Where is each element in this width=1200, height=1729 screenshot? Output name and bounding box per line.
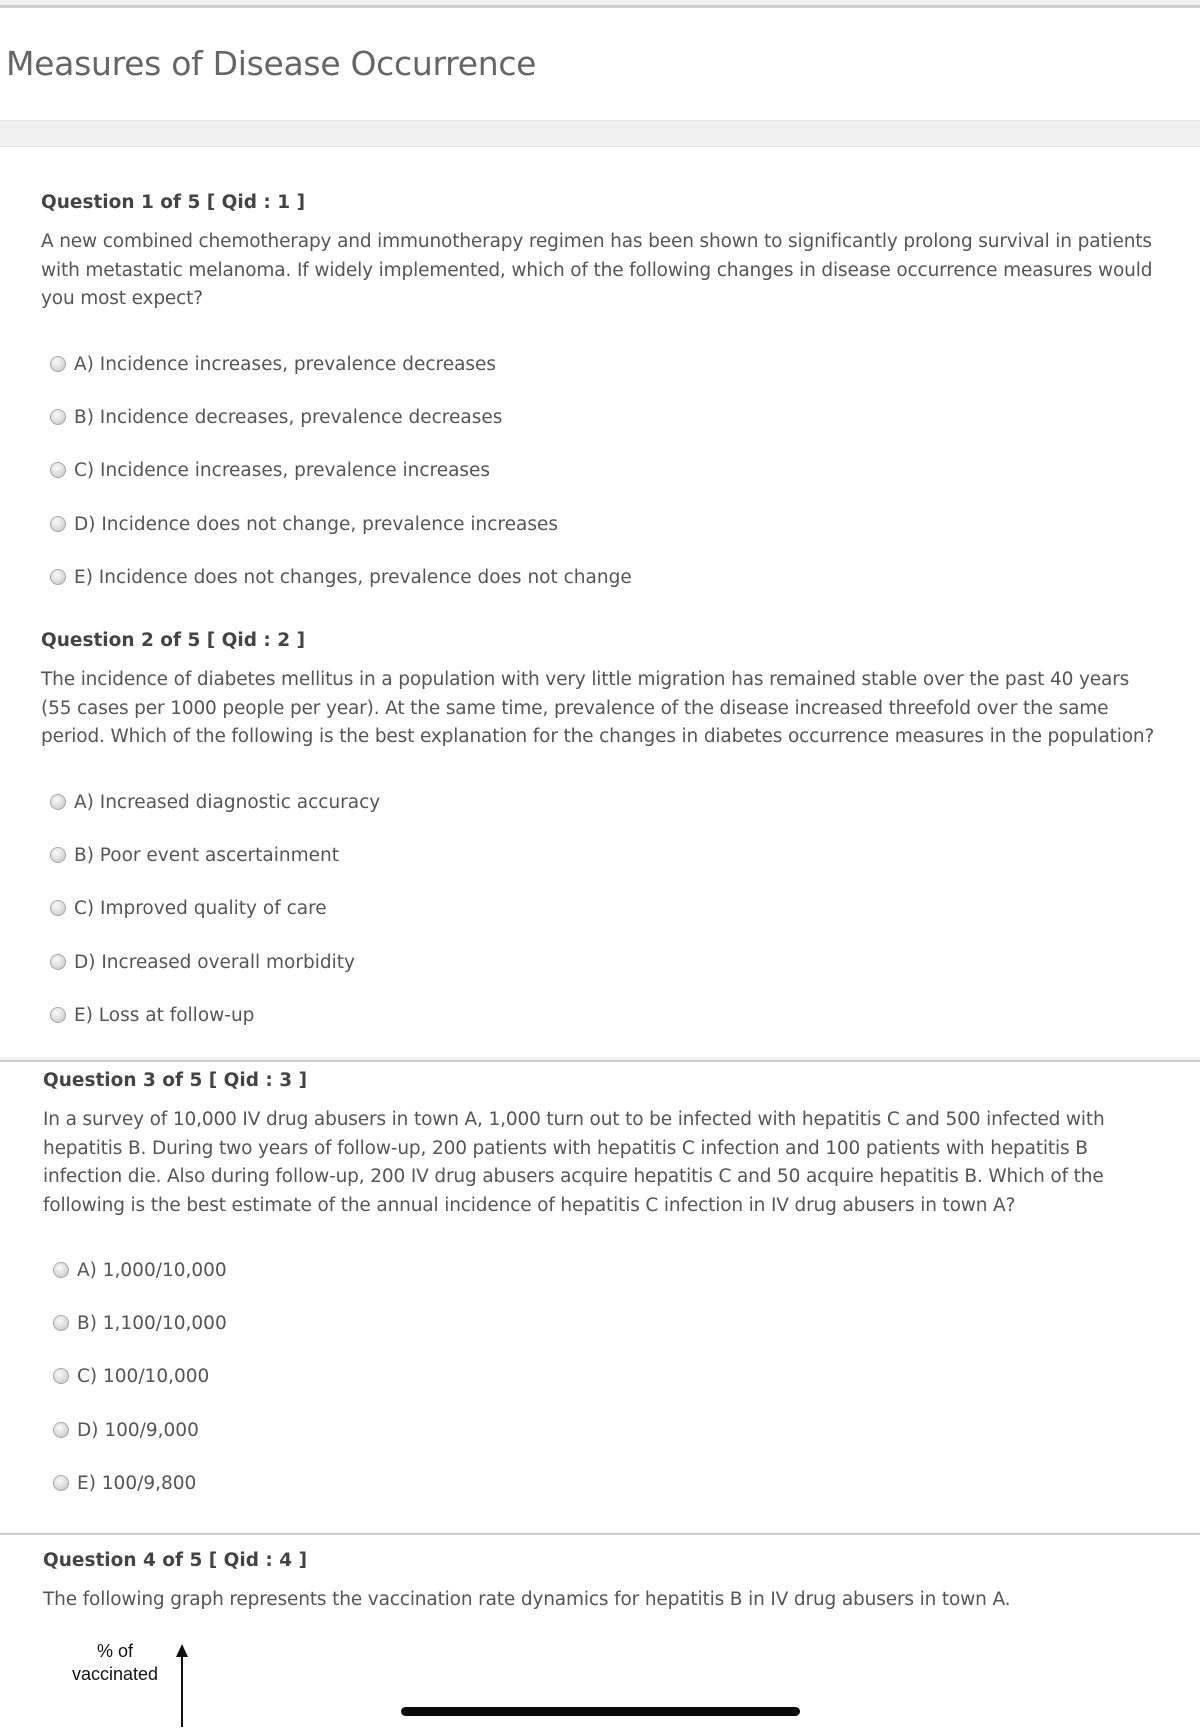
answer-option[interactable]: C) Improved quality of care (50, 896, 327, 920)
y-axis-arrow-icon (60, 1640, 260, 1727)
answer-option[interactable]: D) 100/9,000 (53, 1418, 199, 1442)
radio-button-icon[interactable] (50, 900, 66, 916)
question-1 (41, 192, 1161, 314)
answer-option[interactable]: A) Incidence increases, prevalence decreases (50, 352, 496, 376)
answer-option[interactable]: B) Incidence decreases, prevalence decreases (50, 405, 502, 429)
answer-option[interactable]: E) 100/9,800 (53, 1471, 196, 1495)
question-text: In a survey of 10,000 IV drug abusers in town A, 1,000 turn out to be infected with hepatitis C and 500 infected with hepatitis B. During two years of follow-up, 200 patients with hepatitis C infection and 100 patients with hepatitis B infection die. Also during follow-up, 200 IV drug abusers acquire hepatitis C and 50 acquire hepatitis B. Which of the following is the best estimate of the annual incidence of hepatitis C infection in IV drug abusers in town A? (43, 1109, 1105, 1216)
radio-button-icon[interactable] (53, 1368, 69, 1384)
answer-option[interactable]: B) 1,100/10,000 (53, 1311, 227, 1335)
y-axis-label: % of vaccinated (71, 1641, 159, 1684)
question-header: Question 1 of 5 [ Qid : 1 ] (41, 192, 306, 213)
answer-option[interactable]: C) Incidence increases, prevalence increases (50, 458, 490, 482)
radio-button-icon[interactable] (50, 794, 66, 810)
answer-option[interactable]: A) 1,000/10,000 (53, 1258, 227, 1282)
answer-option[interactable]: D) Incidence does not change, prevalence increases (50, 512, 558, 536)
home-indicator[interactable] (401, 1707, 800, 1716)
radio-button-icon[interactable] (53, 1262, 69, 1278)
radio-button-icon[interactable] (53, 1315, 69, 1331)
question-header: Question 4 of 5 [ Qid : 4 ] (43, 1550, 308, 1571)
answer-option[interactable]: B) Poor event ascertainment (50, 843, 339, 867)
question-header: Question 2 of 5 [ Qid : 2 ] (41, 630, 306, 651)
answer-option[interactable]: E) Incidence does not changes, prevalence does not change (50, 565, 632, 589)
question-text: The following graph represents the vaccination rate dynamics for hepatitis B in IV drug abusers in town A. (43, 1589, 1011, 1610)
radio-button-icon[interactable] (50, 847, 66, 863)
header-band (0, 121, 1200, 146)
radio-button-icon[interactable] (50, 516, 66, 532)
question-text: A new combined chemotherapy and immunotherapy regimen has been shown to significantly prolong survival in patients with metastatic melanoma. If widely implemented, which of the following changes in disease occurrence measures would you most expect? (41, 231, 1153, 309)
question-4 (43, 1550, 1163, 1615)
question-3 (43, 1070, 1163, 1220)
answer-option[interactable]: D) Increased overall morbidity (50, 950, 355, 974)
radio-button-icon[interactable] (50, 356, 66, 372)
radio-button-icon[interactable] (53, 1422, 69, 1438)
answer-option[interactable]: E) Loss at follow-up (50, 1003, 254, 1027)
radio-button-icon[interactable] (53, 1475, 69, 1491)
radio-button-icon[interactable] (50, 954, 66, 970)
answer-option[interactable]: A) Increased diagnostic accuracy (50, 790, 380, 814)
radio-button-icon[interactable] (50, 409, 66, 425)
question-text: The incidence of diabetes mellitus in a population with very little migration has remained stable over the past 40 years (55 cases per 1000 people per year). At the same time, prevalence of the disease increased threefold over the same period. Which of the following is the best explanation for the changes in diabetes occurrence measures in the population? (41, 669, 1155, 747)
radio-button-icon[interactable] (50, 569, 66, 585)
page-title: Measures of Disease Occurrence (6, 44, 537, 83)
answer-option[interactable]: C) 100/10,000 (53, 1364, 209, 1388)
page-header (0, 8, 1200, 121)
question-2 (41, 630, 1161, 752)
radio-button-icon[interactable] (50, 1007, 66, 1023)
question-header: Question 3 of 5 [ Qid : 3 ] (43, 1070, 308, 1091)
radio-button-icon[interactable] (50, 462, 66, 478)
